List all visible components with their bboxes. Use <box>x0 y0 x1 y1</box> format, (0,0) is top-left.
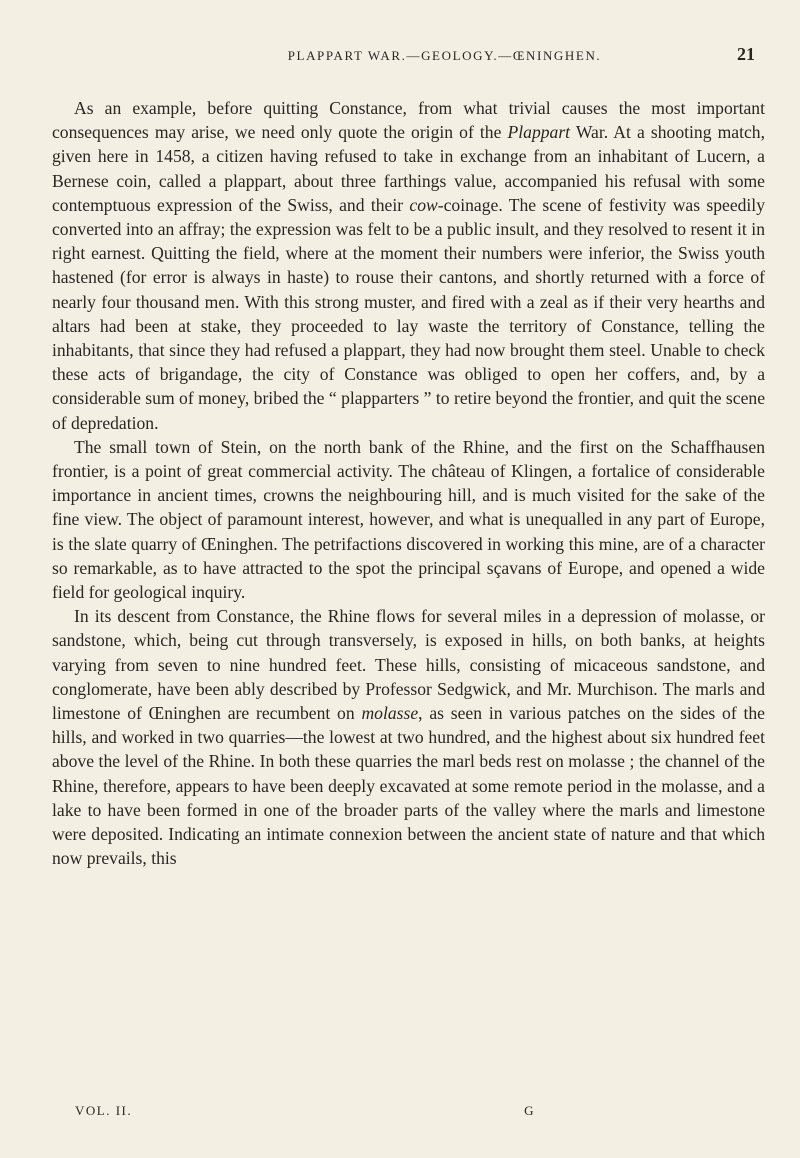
paragraph <box>52 96 765 435</box>
italic-term: molasse <box>361 703 419 724</box>
italic-term: cow <box>409 194 438 215</box>
page-number: 21 <box>737 44 755 64</box>
text-run: War. At a shooting match, given here in 1458, a citizen having refused to take in exchange from an inhabitant of Lucern, a Bernese coin, called a plappart, about three farthings value, accompanied his refusal with some contemptuous expression of the Swiss, and their <box>52 122 765 215</box>
text-run: The small town of Stein, on the north bank of the Rhine, and the first on the Schaffhausen frontier, is a point of great commercial activity. The château of Klingen, a fortalice of considerable importance in ancient times, crowns the neighbouring hill, and is much visited for the sake of the fine view. The object of paramount interest, however, and what is unequalled in any part of Europe, is the slate quarry of Œninghen. The petrifactions discovered in working this mine, are of a character so remarkable, as to have attracted to the spot the principal sçavans of Europe, and opened a wide field for geological inquiry. <box>52 436 765 603</box>
text-run: In its descent from Constance, the Rhine flows for several miles in a depression of molasse, or sandstone, which, being cut through transversely, is exposed in hills, on both banks, at heights varying from seven to nine hundred feet. These hills, consisting of micaceous sandstone, and conglomerate, have been ably described by Professor Sedgwick, and Mr. Murchison. The marls and limestone of Œninghen are recumbent on <box>52 606 765 724</box>
volume-label: VOL. II. <box>75 1103 133 1118</box>
text-run: , as seen in various patches on the sides of the hills, and worked in two quarries—the lowest at two hundred, and the highest about six hundred feet above the level of the Rhine. In both these quarries the marl beds rest on molasse ; the channel of the Rhine, therefore, appears to have been deeply excavated at some remote period in the molasse, and a lake to have been formed in one of the broader parts of the valley where the marls and limestone were deposited. Indicating an intimate connexion between the ancient state of nature and that which now prevails, this <box>52 703 765 869</box>
italic-term: Plappart <box>507 122 571 143</box>
paragraph <box>52 435 765 604</box>
page-header <box>112 44 755 65</box>
body-text <box>52 96 765 871</box>
text-run: -coinage. The scene of festivity was speedily converted into an affray; the expression was felt to be a public insult, and they resolved to resent it in right earnest. Quitting the field, where at the moment their numbers were inferior, the Swiss youth hastened (for error is always in haste) to rouse their cantons, and shortly returned with a force of nearly four thousand men. With this strong muster, and fired with a zeal as if their very hearths and altars had been at stake, they proceeded to lay waste the territory of Constance, telling the inhabitants, that since they had refused a plappart, they had now brought them steel. Unable to check these acts of brigandage, the city of Constance was obliged to open her coffers, and, by a considerable sum of money, bribed the “ plapparters ” to retire beyond the frontier, and quit the scene of depredation. <box>52 194 765 433</box>
page-footer <box>75 1103 535 1119</box>
text-run: As an example, before quitting Constance, from what trivial causes the most important consequences may arise, we need only quote the origin of the <box>52 98 765 143</box>
signature-mark: G <box>524 1103 535 1118</box>
paragraph <box>52 604 765 870</box>
running-head: PLAPPART WAR.—GEOLOGY.—ŒNINGHEN. <box>287 48 602 63</box>
